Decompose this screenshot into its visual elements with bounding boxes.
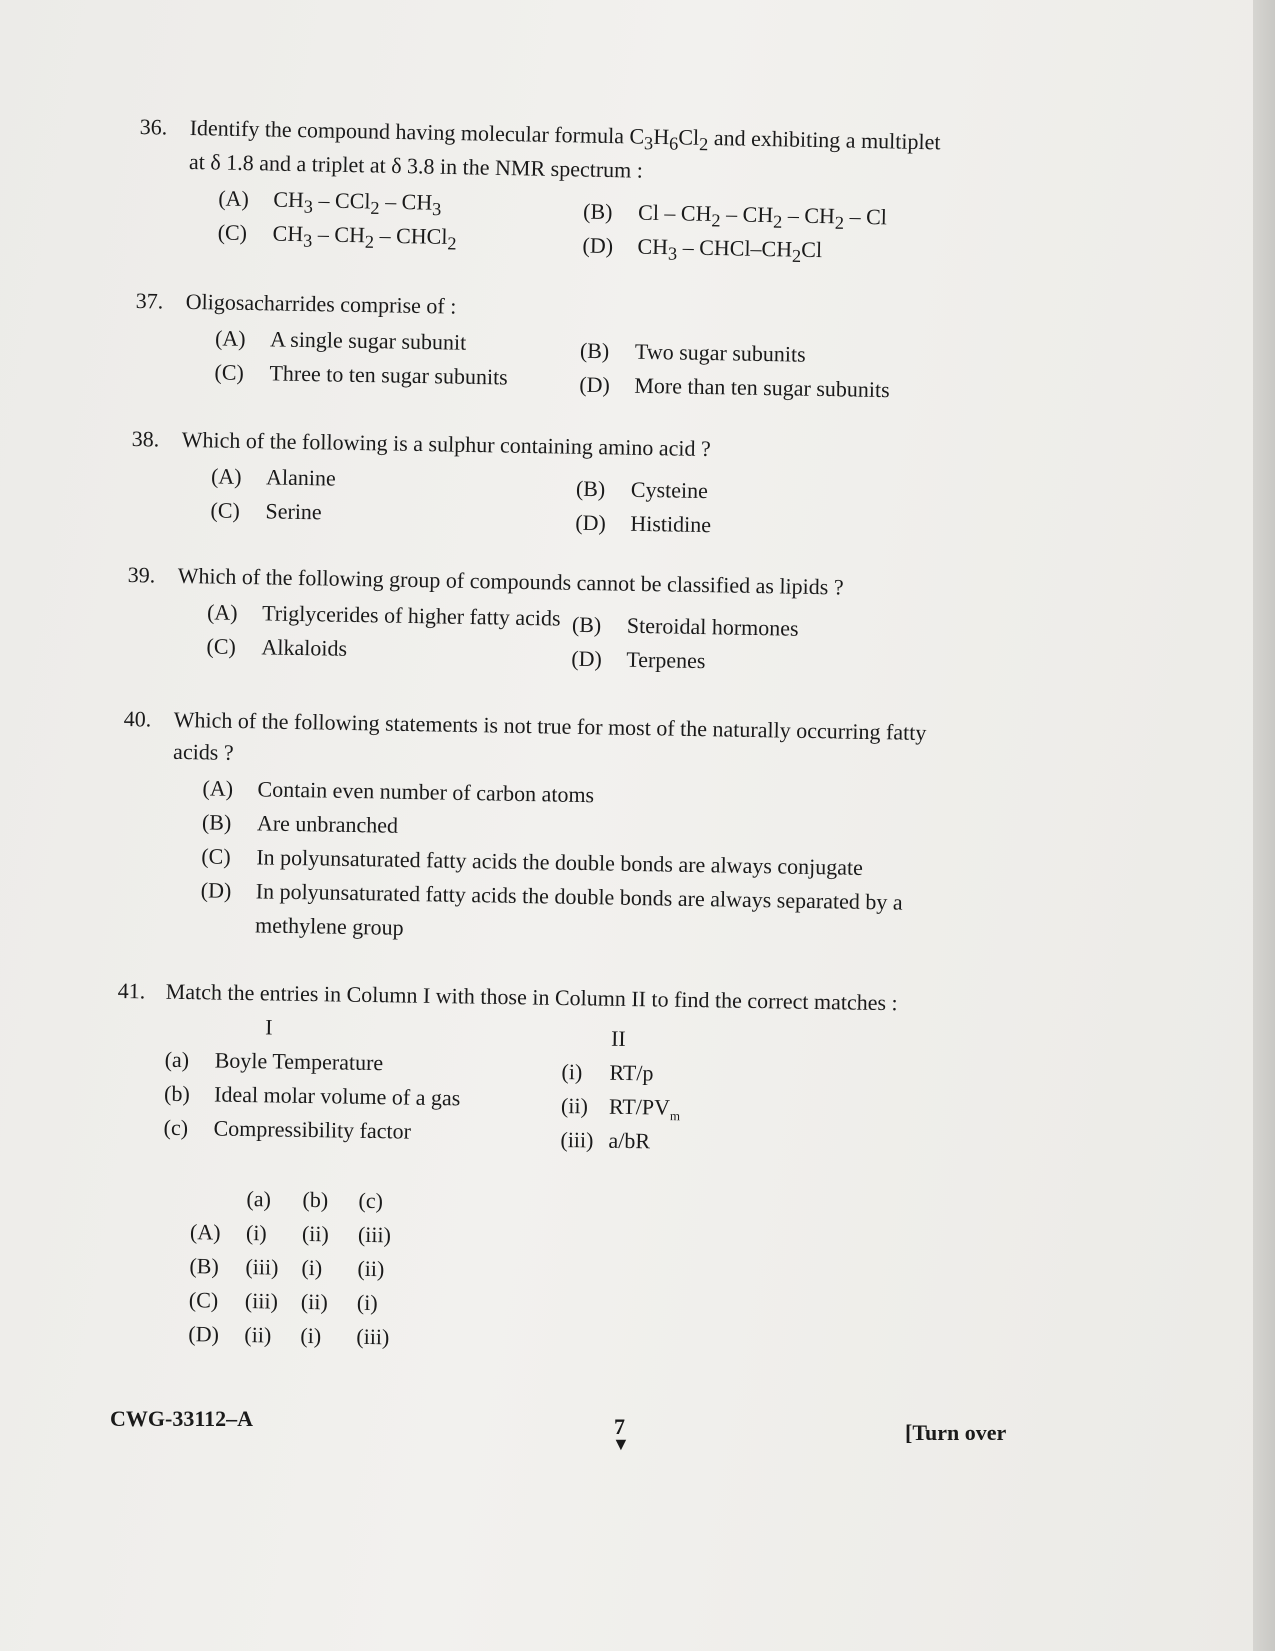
option-text: Triglycerides of higher fatty acids — [261, 600, 561, 631]
option-label: (D) — [200, 877, 232, 903]
answer-head: (a) — [246, 1186, 272, 1212]
option-text: Contain even number of carbon atoms — [257, 776, 595, 808]
paper-code: CWG-33112–A — [110, 1406, 253, 1431]
answer-option-label: (D) — [188, 1321, 220, 1347]
answer-cell: (ii) — [301, 1220, 330, 1247]
question-text: Which of the following is a sulphur containing amino acid ? — [181, 426, 711, 462]
answer-cell: (iii) — [244, 1288, 279, 1314]
option-label: (A) — [214, 325, 246, 351]
question-number: 41. — [117, 977, 146, 1004]
item-text: Compressibility factor — [213, 1115, 412, 1144]
option-a — [207, 597, 561, 633]
option-label: (D) — [579, 371, 611, 398]
question-40 — [120, 704, 1024, 970]
item-label: (i) — [561, 1058, 583, 1085]
option-text: In polyunsaturated fatty acids the double bonds are always separated by a — [255, 878, 903, 915]
option-label: (A) — [202, 775, 234, 801]
option-b — [576, 474, 709, 506]
option-text: Terpenes — [626, 646, 706, 674]
option-d — [575, 508, 711, 540]
question-number: 38. — [131, 425, 160, 452]
question-41 — [112, 976, 1038, 1390]
option-text: Alanine — [265, 464, 336, 491]
answer-head: (b) — [302, 1186, 329, 1213]
question-text: Identify the compound having molecular formula $C_3H_6Cl_2$ and exhibiting a multiplet — [189, 114, 941, 155]
option-text: Histidine — [630, 510, 712, 538]
answer-cell: (iii) — [245, 1254, 279, 1280]
option-b — [572, 610, 799, 644]
option-d-continued — [255, 910, 404, 943]
answer-cell: (i) — [356, 1289, 378, 1316]
option-label: (D) — [571, 645, 603, 672]
answer-cell: (i) — [300, 1322, 322, 1349]
option-a — [211, 461, 336, 493]
column-1-item — [164, 1079, 461, 1114]
question-text: Oligosacharrides comprise of : — [185, 288, 457, 319]
question-38 — [130, 424, 1032, 560]
paper-edge — [1253, 0, 1275, 1651]
question-text-line2: at δ 1.8 and a triplet at δ 3.8 in the NMR spectrum : — [188, 148, 644, 183]
down-arrow-icon: ▼ — [612, 1434, 630, 1454]
option-b — [202, 807, 399, 840]
option-text: In polyunsaturated fatty acids the double bonds are always conjugate — [256, 844, 864, 880]
option-c — [210, 495, 322, 527]
option-label: (B) — [579, 337, 610, 364]
answer-option-label: (C) — [188, 1287, 219, 1313]
column-1-heading: I — [265, 1014, 273, 1040]
column-2-item: (ii) $RT/PV_m$ — [560, 1092, 681, 1124]
item-label: (a) — [164, 1046, 190, 1073]
option-label: (B) — [571, 611, 602, 638]
question-text: Match the entries in Column I with those in Column II to find the correct matches : — [165, 978, 898, 1016]
question-39 — [126, 560, 1028, 696]
option-text: Two sugar subunits — [634, 338, 806, 367]
option-b: (B) Cl – $CH_2 - CH_2 - CH_2$ – Cl — [582, 198, 888, 233]
option-label: (A) — [206, 599, 238, 625]
answer-cell: (i) — [301, 1254, 323, 1281]
option-c — [214, 357, 508, 392]
item-text: RT/p — [609, 1059, 654, 1086]
answer-cell: (ii) — [357, 1255, 385, 1282]
question-37 — [134, 286, 1036, 422]
answer-option-label: (A) — [189, 1219, 221, 1245]
option-label: (A) — [210, 463, 242, 489]
answer-head: (c) — [358, 1187, 384, 1214]
option-label: (D) — [582, 232, 614, 259]
option-label: (C) — [201, 843, 231, 869]
question-number: 39. — [127, 561, 156, 588]
option-a — [202, 773, 594, 810]
column-1-item — [164, 1045, 383, 1078]
option-label: (C) — [214, 359, 245, 385]
option-label: (B) — [575, 475, 606, 502]
answer-cell: (iii) — [357, 1221, 392, 1248]
option-label: (D) — [575, 509, 607, 536]
option-label: (A) — [218, 185, 250, 212]
option-d — [579, 370, 890, 405]
item-text: Boyle Temperature — [214, 1047, 384, 1076]
option-label: (C) — [210, 497, 241, 523]
option-text: A single sugar subunit — [269, 326, 467, 355]
item-text: Ideal molar volume of a gas — [213, 1081, 461, 1111]
question-number: 40. — [123, 705, 152, 732]
question-text: Which of the following group of compounds cannot be classified as lipids ? — [177, 562, 844, 600]
option-text: Cysteine — [630, 476, 709, 504]
option-text: Steroidal hormones — [626, 612, 799, 641]
answer-option-label: (B) — [189, 1253, 219, 1279]
answer-cell: (iii) — [356, 1323, 390, 1350]
answer-cell: (ii) — [244, 1322, 272, 1348]
column-1-item — [163, 1113, 411, 1147]
option-b — [580, 336, 806, 370]
option-text: methylene group — [254, 912, 404, 940]
item-label: (iii) — [560, 1126, 594, 1153]
option-a: (A) $CH_3 - CCl_2 - CH_3$ — [218, 185, 442, 220]
turn-over: [Turn over — [905, 1420, 1007, 1445]
question-36 — [137, 112, 1040, 279]
column-2-heading: II — [610, 1025, 626, 1051]
question-text-line2: acids ? — [172, 738, 234, 765]
item-text: a/bR — [608, 1127, 651, 1154]
item-label: (b) — [163, 1080, 191, 1107]
question-number: 36. — [139, 113, 168, 140]
option-c — [206, 631, 347, 663]
option-text: Serine — [265, 498, 322, 525]
question-text: Which of the following statements is not true for most of the naturally occurring fatty — [173, 706, 927, 746]
option-text: Three to ten sugar subunits — [269, 360, 508, 390]
option-text: Are unbranched — [256, 810, 399, 838]
option-text: More than ten sugar subunits — [634, 372, 890, 403]
option-label: (C) — [206, 633, 237, 659]
option-d — [571, 644, 706, 676]
option-a — [215, 323, 467, 357]
option-label: (C) — [217, 219, 248, 246]
page-number: 7 — [614, 1414, 625, 1439]
answer-cell: (i) — [245, 1220, 267, 1246]
item-label: (c) — [163, 1114, 189, 1141]
option-label: (B) — [582, 198, 613, 225]
option-c: (C) $CH_3 - CH_2$ – CHCl$_2$ — [217, 219, 457, 254]
option-d: (D) $CH_3$ – CHCl–$CH_2Cl$ — [582, 232, 823, 267]
option-text: Alkaloids — [261, 634, 348, 661]
column-2-item — [561, 1057, 653, 1088]
option-label: (B) — [201, 809, 232, 835]
question-number: 37. — [135, 287, 164, 314]
item-label: (ii) — [560, 1092, 589, 1119]
column-2-item — [560, 1125, 650, 1156]
answer-cell: (ii) — [300, 1288, 328, 1315]
